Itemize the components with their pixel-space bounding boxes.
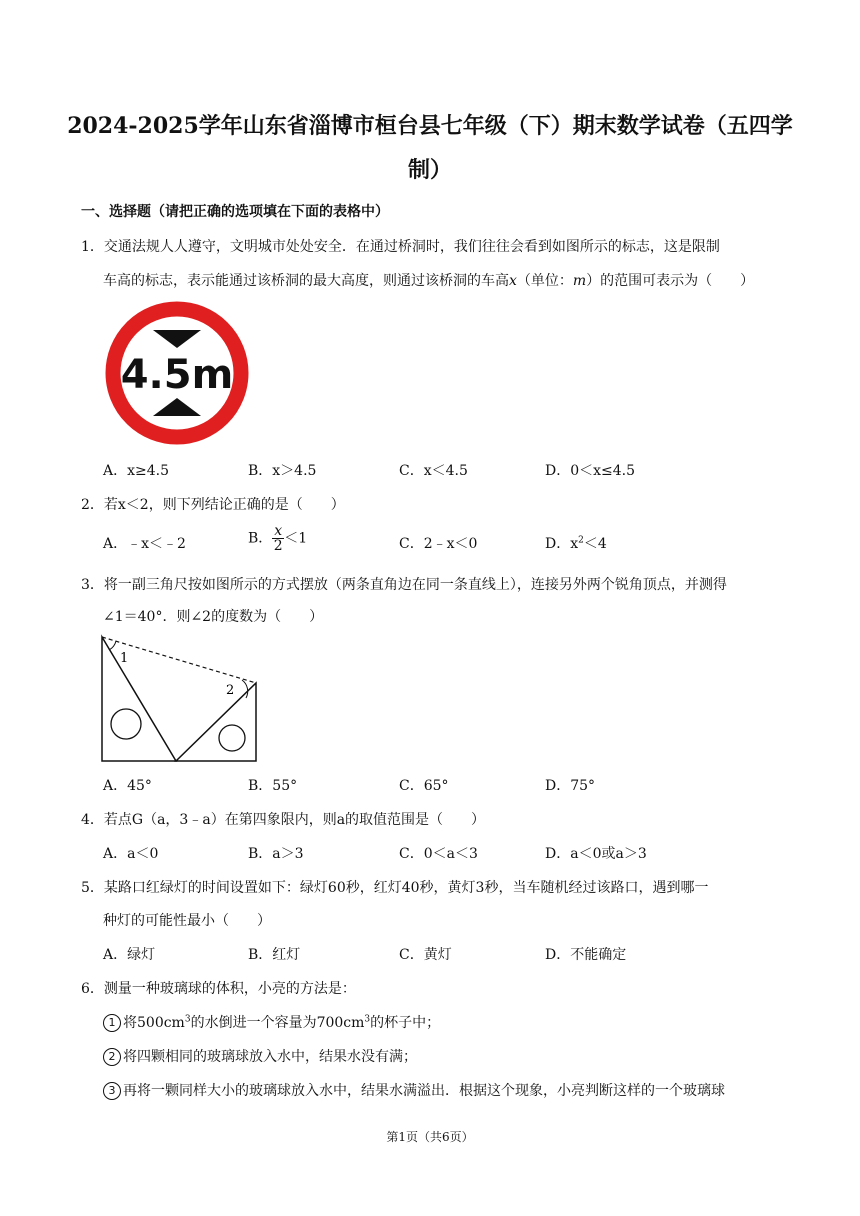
q4-stem: 4．若点G（a，3﹣a）在第四象限内，则a的取值范围是（ ） xyxy=(81,812,486,828)
q1-option-a: A．x≥4.5 xyxy=(103,463,170,479)
q6-step2-marker: 2 xyxy=(103,1048,121,1066)
q2-fraction-den: 2 xyxy=(273,538,283,554)
q2-option-c: C．2﹣x＜0 xyxy=(399,536,478,552)
q3-line1: 3．将一副三角尺按如图所示的方式摆放（两条直角边在同一条直线上），连接另外两个锐角顶点，并测得 xyxy=(81,577,727,593)
q2-option-b-label: B． xyxy=(248,530,273,547)
exam-title-line2: 制） xyxy=(407,157,452,183)
ruler-hole-left xyxy=(111,709,141,739)
sign-label: 4.5m xyxy=(120,352,234,398)
q1-var-x: x xyxy=(509,273,517,289)
q1-line2 xyxy=(103,270,754,290)
q1-line1: 1．交通法规人人遵守，文明城市处处安全．在通过桥洞时，我们往往会看到如图所示的标志，这是限制 xyxy=(81,239,720,255)
q2-option-d-sup: 2 xyxy=(578,535,584,546)
q3-line2: ∠1＝40°．则∠2的度数为（ ） xyxy=(103,609,324,625)
q6-step1-sup2: 3 xyxy=(364,1014,371,1025)
q1-line2-pre: 车高的标志，表示能通过该桥洞的最大高度，则通过该桥洞的车高 xyxy=(103,273,509,289)
q5-line1: 5．某路口红绿灯的时间设置如下：绿灯60秒，红灯40秒，黄灯3秒，当车随机经过该路口，遇到哪一 xyxy=(81,880,709,896)
q6-step1 xyxy=(103,1012,440,1032)
q6-step1-sup: 3 xyxy=(184,1014,191,1025)
q4-option-c: C．0＜a＜3 xyxy=(399,846,478,862)
q4-option-b: B．a＞3 xyxy=(248,846,304,862)
q6-step1-c: 的杯子中； xyxy=(370,1015,441,1031)
q1-option-d: D．0＜x≤4.5 xyxy=(545,463,636,479)
q3-option-c: C．65° xyxy=(399,778,449,794)
q1-line2-post: ）的范围可表示为（ ） xyxy=(586,273,755,289)
angle2-label: 2 xyxy=(226,683,235,698)
q2-option-b xyxy=(248,524,307,553)
height-limit-sign xyxy=(104,300,250,446)
angle1-label: 1 xyxy=(120,651,129,666)
q3-option-a: A．45° xyxy=(103,778,152,794)
q6-step2 xyxy=(103,1046,417,1066)
q1-unit-m: m xyxy=(572,273,587,289)
triangle-rulers-figure xyxy=(95,630,265,766)
q6-step2-text: 将四颗相同的玻璃球放入水中，结果水没有满； xyxy=(123,1049,417,1065)
q6-step3-text: 再将一颗同样大小的玻璃球放入水中，结果水满溢出．根据这个现象，小亮判断这样的一个玻璃球 xyxy=(123,1083,725,1099)
q6-stem: 6．测量一种玻璃球的体积，小亮的方法是： xyxy=(81,981,356,997)
q5-option-b: B．红灯 xyxy=(248,947,301,963)
q1-option-b: B．x＞4.5 xyxy=(248,463,317,479)
q6-step1-marker: 1 xyxy=(103,1014,121,1032)
q6-step3 xyxy=(103,1080,725,1100)
q2-option-a: A．﹣x＜﹣2 xyxy=(103,536,186,552)
q2-stem: 2．若x＜2，则下列结论正确的是（ ） xyxy=(81,497,345,513)
exam-title-line1: 2024-2025学年山东省淄博市桓台县七年级（下）期末数学试卷（五四学 xyxy=(67,113,793,139)
q2-option-d xyxy=(545,533,607,553)
q1-line2-mid: （单位： xyxy=(516,273,573,289)
q4-option-d: D．a＜0或a＞3 xyxy=(545,846,647,862)
angle1-arc xyxy=(109,641,116,650)
q6-step1-b: 的水倒进一个容量为700cm xyxy=(190,1015,365,1031)
q6-step1-a: 将500cm xyxy=(123,1015,185,1031)
q2-option-d-pre: D．x xyxy=(545,536,579,552)
q5-option-c: C．黄灯 xyxy=(399,947,452,963)
q1-option-c: C．x＜4.5 xyxy=(399,463,468,479)
q3-option-d: D．75° xyxy=(545,778,596,794)
section-heading: 一、选择题（请把正确的选项填在下面的表格中） xyxy=(81,204,389,220)
q2-option-b-rest: ＜1 xyxy=(284,530,308,547)
q5-option-a: A．绿灯 xyxy=(103,947,156,963)
q6-step3-marker: 3 xyxy=(103,1082,121,1100)
q2-fraction xyxy=(272,524,284,553)
q5-option-d: D．不能确定 xyxy=(545,947,627,963)
q3-option-b: B．55° xyxy=(248,778,298,794)
ruler-hole-right xyxy=(219,725,245,751)
q5-line2: 种灯的可能性最小（ ） xyxy=(103,913,271,929)
q2-option-d-post: ＜4 xyxy=(583,536,607,552)
q2-fraction-num: x xyxy=(274,523,283,539)
q4-option-a: A．a＜0 xyxy=(103,846,159,862)
triangle-ruler-right xyxy=(176,683,256,761)
page-footer: 第1页（共6页） xyxy=(386,1130,474,1144)
